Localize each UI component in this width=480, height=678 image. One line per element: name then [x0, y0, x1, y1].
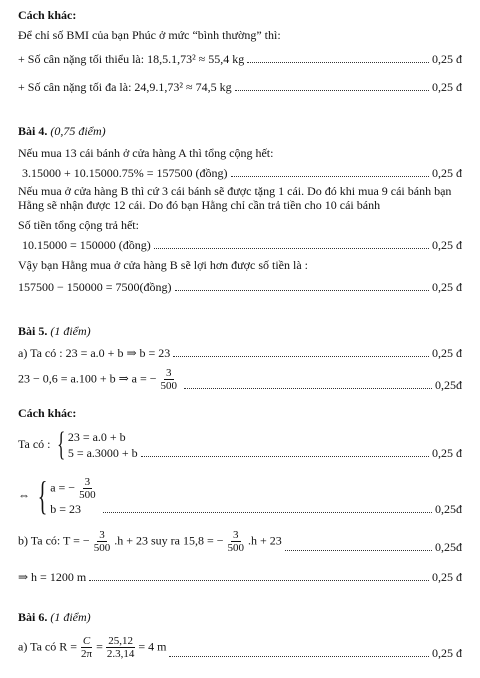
- solution-expression: [18, 473, 100, 518]
- problem-title: Bài 5.: [18, 324, 48, 338]
- denominator: 500: [227, 542, 244, 554]
- slope-calc: [18, 367, 181, 392]
- denominator: 500: [93, 542, 111, 554]
- store-b-explanation: Nếu mua ở cửa hàng B thì cứ 3 cái bánh sẽ được tặng 1 cái. Do đó khi mua 9 cái bánh bạn Hằng sẽ nhận được 12 cái. Do đó bạn Hằng chỉ cần trả tiền cho 10 cái bánh: [18, 184, 452, 212]
- numerator: 25,12: [108, 635, 133, 647]
- min-weight-row: [18, 52, 462, 66]
- savings-calc-row: [18, 280, 462, 294]
- leader-dots: [247, 62, 429, 63]
- leader-dots: [89, 580, 429, 581]
- points: 0,25 đ: [432, 280, 462, 294]
- leader-dots: [175, 290, 429, 291]
- store-a-intro: Nếu mua 13 cái bánh ở cửa hàng A thì tổng cộng hết:: [18, 146, 274, 160]
- part-b-calc: [18, 529, 282, 554]
- points: 0,25 đ: [432, 346, 462, 360]
- points: 0,25 đ: [432, 646, 462, 660]
- fraction: [226, 529, 247, 554]
- problem-score: (1 điểm): [50, 324, 91, 338]
- denominator: 500: [160, 380, 178, 392]
- denominator: 500: [79, 489, 96, 501]
- problem-title: Bài 6.: [18, 610, 48, 624]
- problem-6-heading: [18, 610, 462, 624]
- leader-dots: [173, 356, 429, 357]
- total-paid-label: Số tiền tổng cộng trả hết:: [18, 218, 139, 232]
- store-b-calc-row: [18, 238, 462, 252]
- fraction: [105, 635, 137, 660]
- denominator: 2π: [81, 648, 93, 660]
- part-b-row: [18, 528, 462, 554]
- store-b-calc: 10.15000 = 150000 (đồng): [22, 238, 151, 252]
- part-a-row: [18, 346, 462, 360]
- numerator: C: [82, 635, 91, 647]
- radius-calc: [18, 635, 166, 660]
- solution-b: b = 23: [50, 502, 81, 516]
- equals: =: [96, 639, 103, 654]
- system-expression: [18, 426, 138, 463]
- points: 0,25 đ: [432, 446, 462, 460]
- equation-2: 5 = a.3000 + b: [67, 446, 138, 460]
- slope-expression: 23 − 0,6 = a.100 + b ⇒ a = −: [18, 371, 157, 386]
- points: 0,25 đ: [432, 238, 462, 252]
- leader-dots: [285, 550, 432, 551]
- leader-dots: [141, 456, 429, 457]
- problem-5-heading: [18, 324, 462, 338]
- bmi-intro: Để chỉ số BMI của bạn Phúc ở mức “bình thường” thì:: [18, 28, 281, 42]
- solution-row: [18, 472, 462, 516]
- points: 0,25 đ: [432, 52, 462, 66]
- numerator: 3: [84, 476, 91, 488]
- heading-alt-method-1: Cách khác:: [18, 8, 77, 22]
- numerator: 3: [166, 367, 172, 379]
- leader-dots: [231, 176, 429, 177]
- equation-1: 23 = a.0 + b: [67, 430, 126, 444]
- points: 0,25đ: [435, 540, 462, 554]
- store-a-calc: 3.15000 + 10.15000.75% = 157500 (đồng): [22, 166, 228, 180]
- problem-title: Bài 4.: [18, 124, 48, 138]
- max-weight-text: + Số cân nặng tối đa là: 24,9.1,73² ≈ 74,5 kg: [18, 80, 232, 94]
- problem-score: (0,75 điểm): [50, 124, 106, 138]
- max-weight-row: [18, 80, 462, 94]
- leader-dots: [169, 656, 429, 657]
- part-b-middle: .h + 23 suy ra 15,8 = −: [114, 533, 224, 548]
- part-b-end: .h + 23: [248, 533, 282, 548]
- solution-a: a = −: [50, 480, 76, 495]
- points: 0,25đ: [435, 502, 462, 516]
- equation-system: [53, 426, 138, 463]
- system-prefix: Ta có :: [18, 436, 51, 451]
- numerator: 3: [233, 529, 239, 541]
- heading-alt-method-2: Cách khác:: [18, 406, 77, 420]
- fraction: [77, 476, 98, 501]
- system-row: [18, 424, 462, 463]
- brace: {: [37, 473, 48, 518]
- points: 0,25 đ: [432, 570, 462, 584]
- fraction: [92, 529, 113, 554]
- points: 0,25 đ: [432, 166, 462, 180]
- fraction: [79, 635, 94, 660]
- slope-row: [18, 366, 462, 392]
- radius-row: [18, 632, 462, 660]
- fraction: [159, 367, 180, 392]
- radius-start: a) Ta có R =: [18, 639, 78, 654]
- store-a-calc-row: [18, 166, 462, 180]
- leader-dots: [235, 90, 429, 91]
- part-b-start: b) Ta có: T = −: [18, 533, 90, 548]
- savings-calc: 157500 − 150000 = 7500(đồng): [18, 280, 172, 294]
- problem-4-heading: [18, 124, 462, 138]
- part-a-calc: a) Ta có : 23 = a.0 + b ⇒ b = 23: [18, 346, 171, 360]
- radius-result: = 4 m: [138, 639, 167, 654]
- points: 0,25 đ: [432, 80, 462, 94]
- denominator: 2.3,14: [106, 648, 135, 660]
- leader-dots: [184, 388, 432, 389]
- solution-system: [33, 473, 100, 518]
- leader-dots: [103, 512, 432, 513]
- points: 0,25đ: [435, 378, 462, 392]
- h-result-row: [18, 570, 462, 584]
- savings-intro: Vậy bạn Hằng mua ở cửa hàng B sẽ lợi hơn được số tiền là :: [18, 258, 308, 272]
- h-result: ⇒ h = 1200 m: [18, 570, 87, 584]
- equivalence-sign: ⇔: [18, 487, 30, 502]
- leader-dots: [154, 248, 429, 249]
- problem-score: (1 điểm): [50, 610, 91, 624]
- brace: {: [57, 426, 66, 463]
- numerator: 3: [99, 529, 105, 541]
- min-weight-text: + Số cân nặng tối thiểu là: 18,5.1,73² ≈ 55,4 kg: [18, 52, 245, 66]
